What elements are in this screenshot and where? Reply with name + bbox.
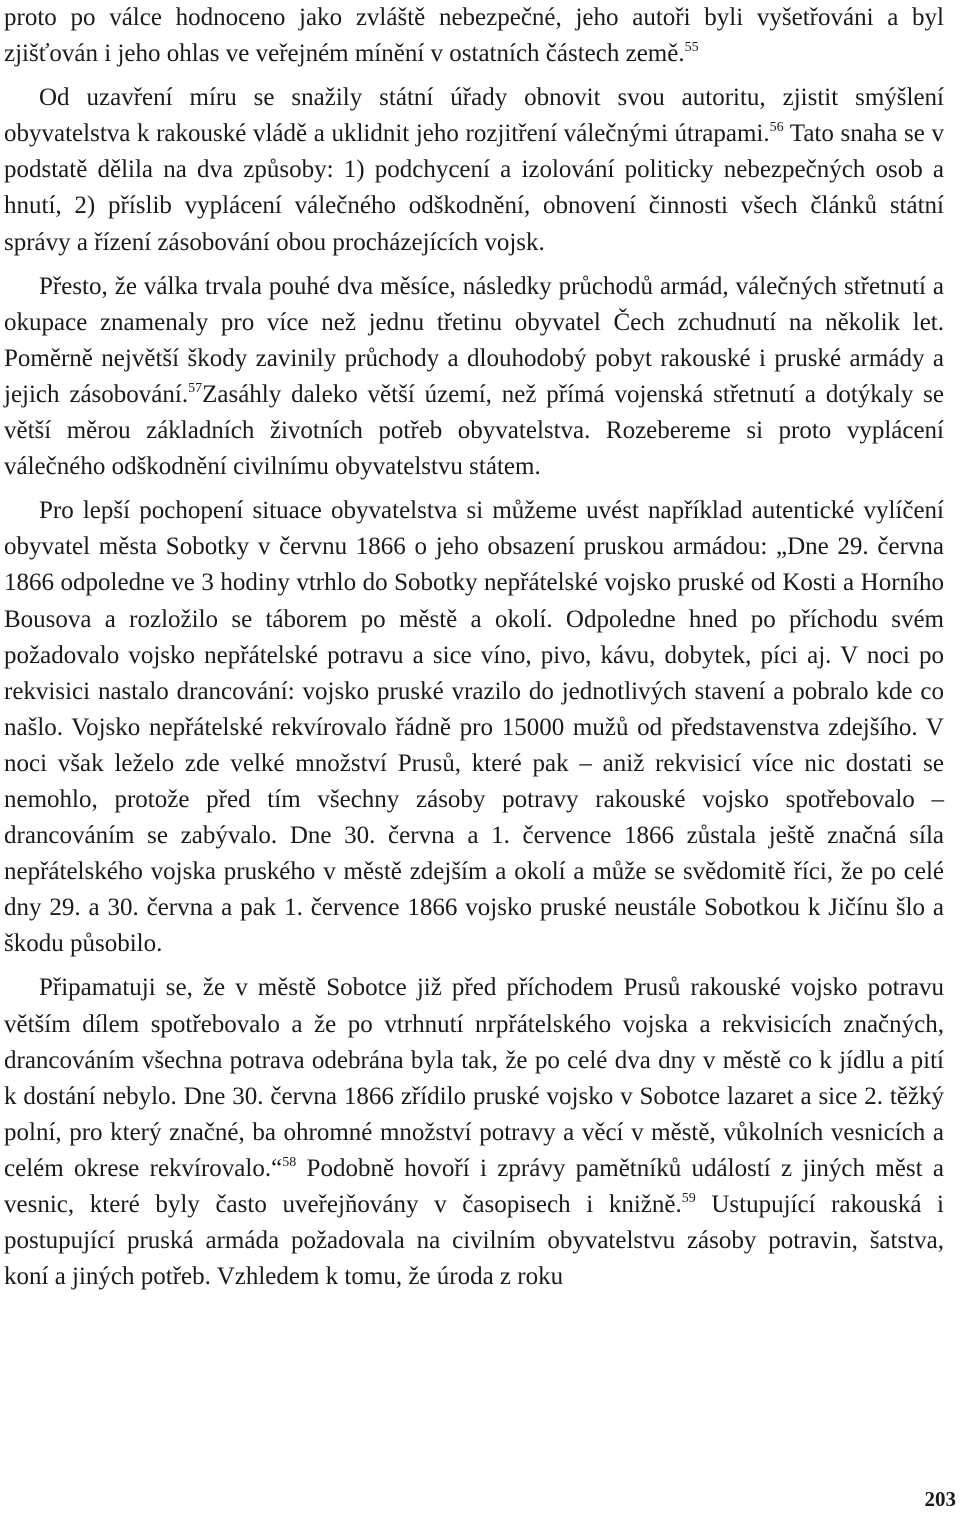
paragraph-text: Ustupující rakouská i postupující pruská armáda požadovala na civilním obyvatelstvu zásoby potravin, šatstva, koní a jiných potřeb. Vzhledem k tomu, že úroda z roku bbox=[4, 1191, 944, 1291]
paragraph-text: Od uzavření míru se snažily státní úřady obnovit svou autoritu, zjistit smýšlení obyvatelstva k rakouské vládě a uklidnit jeho rozjitření válečnými útrapami. bbox=[4, 84, 944, 148]
paragraph-text: proto po válce hodnoceno jako zvláště nebezpečné, jeho autoři byli vyšetřováni a byl zjišťován i jeho ohlas ve veřejném mínění v ostatních částech země. bbox=[4, 4, 944, 68]
footnote-reference[interactable]: 59 bbox=[681, 1191, 696, 1206]
paragraph bbox=[4, 80, 944, 260]
paragraph-text: Zasáhly daleko větší území, než přímá vojenská střetnutí a dotýkaly se větší měrou základních životních potřeb obyvatelstva. Rozebereme si proto vyplácení válečného odškodnění civilnímu obyvatelstvu státem. bbox=[4, 380, 945, 481]
paragraph-text: Tato snaha se v podstatě dělila na dva způsoby: 1) podchycení a izolování politicky nebezpečných osob a hnutí, 2) příslib vyplácení válečného odškodnění, obnovení činnosti všech článků státní správy a řízení zásobování obou procházejících vojsk. bbox=[4, 120, 944, 256]
page-number: 203 bbox=[924, 1487, 956, 1511]
paragraph-text: Podobně hovoří i zprávy pamětníků událostí z jiných měst a vesnic, které byly často uveřejňovány v časopisech i knižně. bbox=[4, 1154, 944, 1218]
paragraph bbox=[4, 269, 944, 486]
paragraph-text: Připamatuji se, že v městě Sobotce již před příchodem Prusů rakouské vojsko potravu větším dílem spotřebovalo a že po vtrhnutí nrpřátelského vojska a rekvisicích značných, drancováním všechna potrava odebrána byla tak, že po celé dva dny v městě co k jídlu a pití k dostání nebylo. Dne 30. června 1866 zřídilo pruské vojsko v Sobotce lazaret a sice 2. těžký polní, pro který značné, ba ohromné množství potravy a věcí v městě, vůkolních vesnicích a celém okrese rekvírovalo.“ bbox=[4, 974, 944, 1182]
paragraph-text: Přesto, že válka trvala pouhé dva měsíce, následky průchodů armád, válečných střetnutí a okupace znamenaly pro více než jednu třetinu obyvatel Čech zchudnutí na několik let. Poměrně největší škody zavinily průchody a dlouhodobý pobyt rakouské i pruské armády a jejich zásobování. bbox=[4, 272, 944, 408]
footnote-reference[interactable]: 55 bbox=[684, 40, 699, 56]
body-text bbox=[4, 0, 944, 1295]
paragraph-text: Pro lepší pochopení situace obyvatelstva si můžeme uvést například autentické vylíčení obyvatel města Sobotky v červnu 1866 o jeho obsazení pruskou armádou: „Dne 29. června 1866 odpoledne ve 3 hodiny vtrhlo do Sobotky nepřátelské vojsko pruské od Kosti a Horního Bousova a rozložilo se táborem po městě a okolí. Odpoledne hned po příchodu svém požadovalo vojsko nepřátelské potravu a sice víno, pivo, kávu, dobytek, píci aj. V noci po rekvisici nastalo drancování: vojsko pruské vrazilo do jednotlivých stavení a pobralo kde co našlo. Vojsko nepřátelské rekvírovalo řádně pro 15000 mužů od představenstva zdejšího. V noci však leželo zde velké množství Prusů, které pak – aniž rekvisicí více nic dostati se nemohlo, protože před tím všechny zásoby potravy rakouské vojsko spotřebovalo – drancováním se zabývalo. Dne 30. června a 1. července 1866 zůstala ještě značná síla nepřátelského vojska pruského v městě zdejším a okolí a může se svědomitě říci, že po celé dny 29. a 30. června a pak 1. července 1866 vojsko pruské neustále Sobotkou k Jičínu šlo a škodu působilo. bbox=[4, 497, 944, 958]
paragraph bbox=[4, 493, 944, 962]
paragraph bbox=[4, 970, 944, 1295]
footnote-reference[interactable]: 56 bbox=[769, 120, 784, 136]
footnote-reference[interactable]: 57 bbox=[188, 380, 203, 396]
paragraph bbox=[4, 0, 944, 72]
footnote-reference[interactable]: 58 bbox=[282, 1154, 297, 1170]
